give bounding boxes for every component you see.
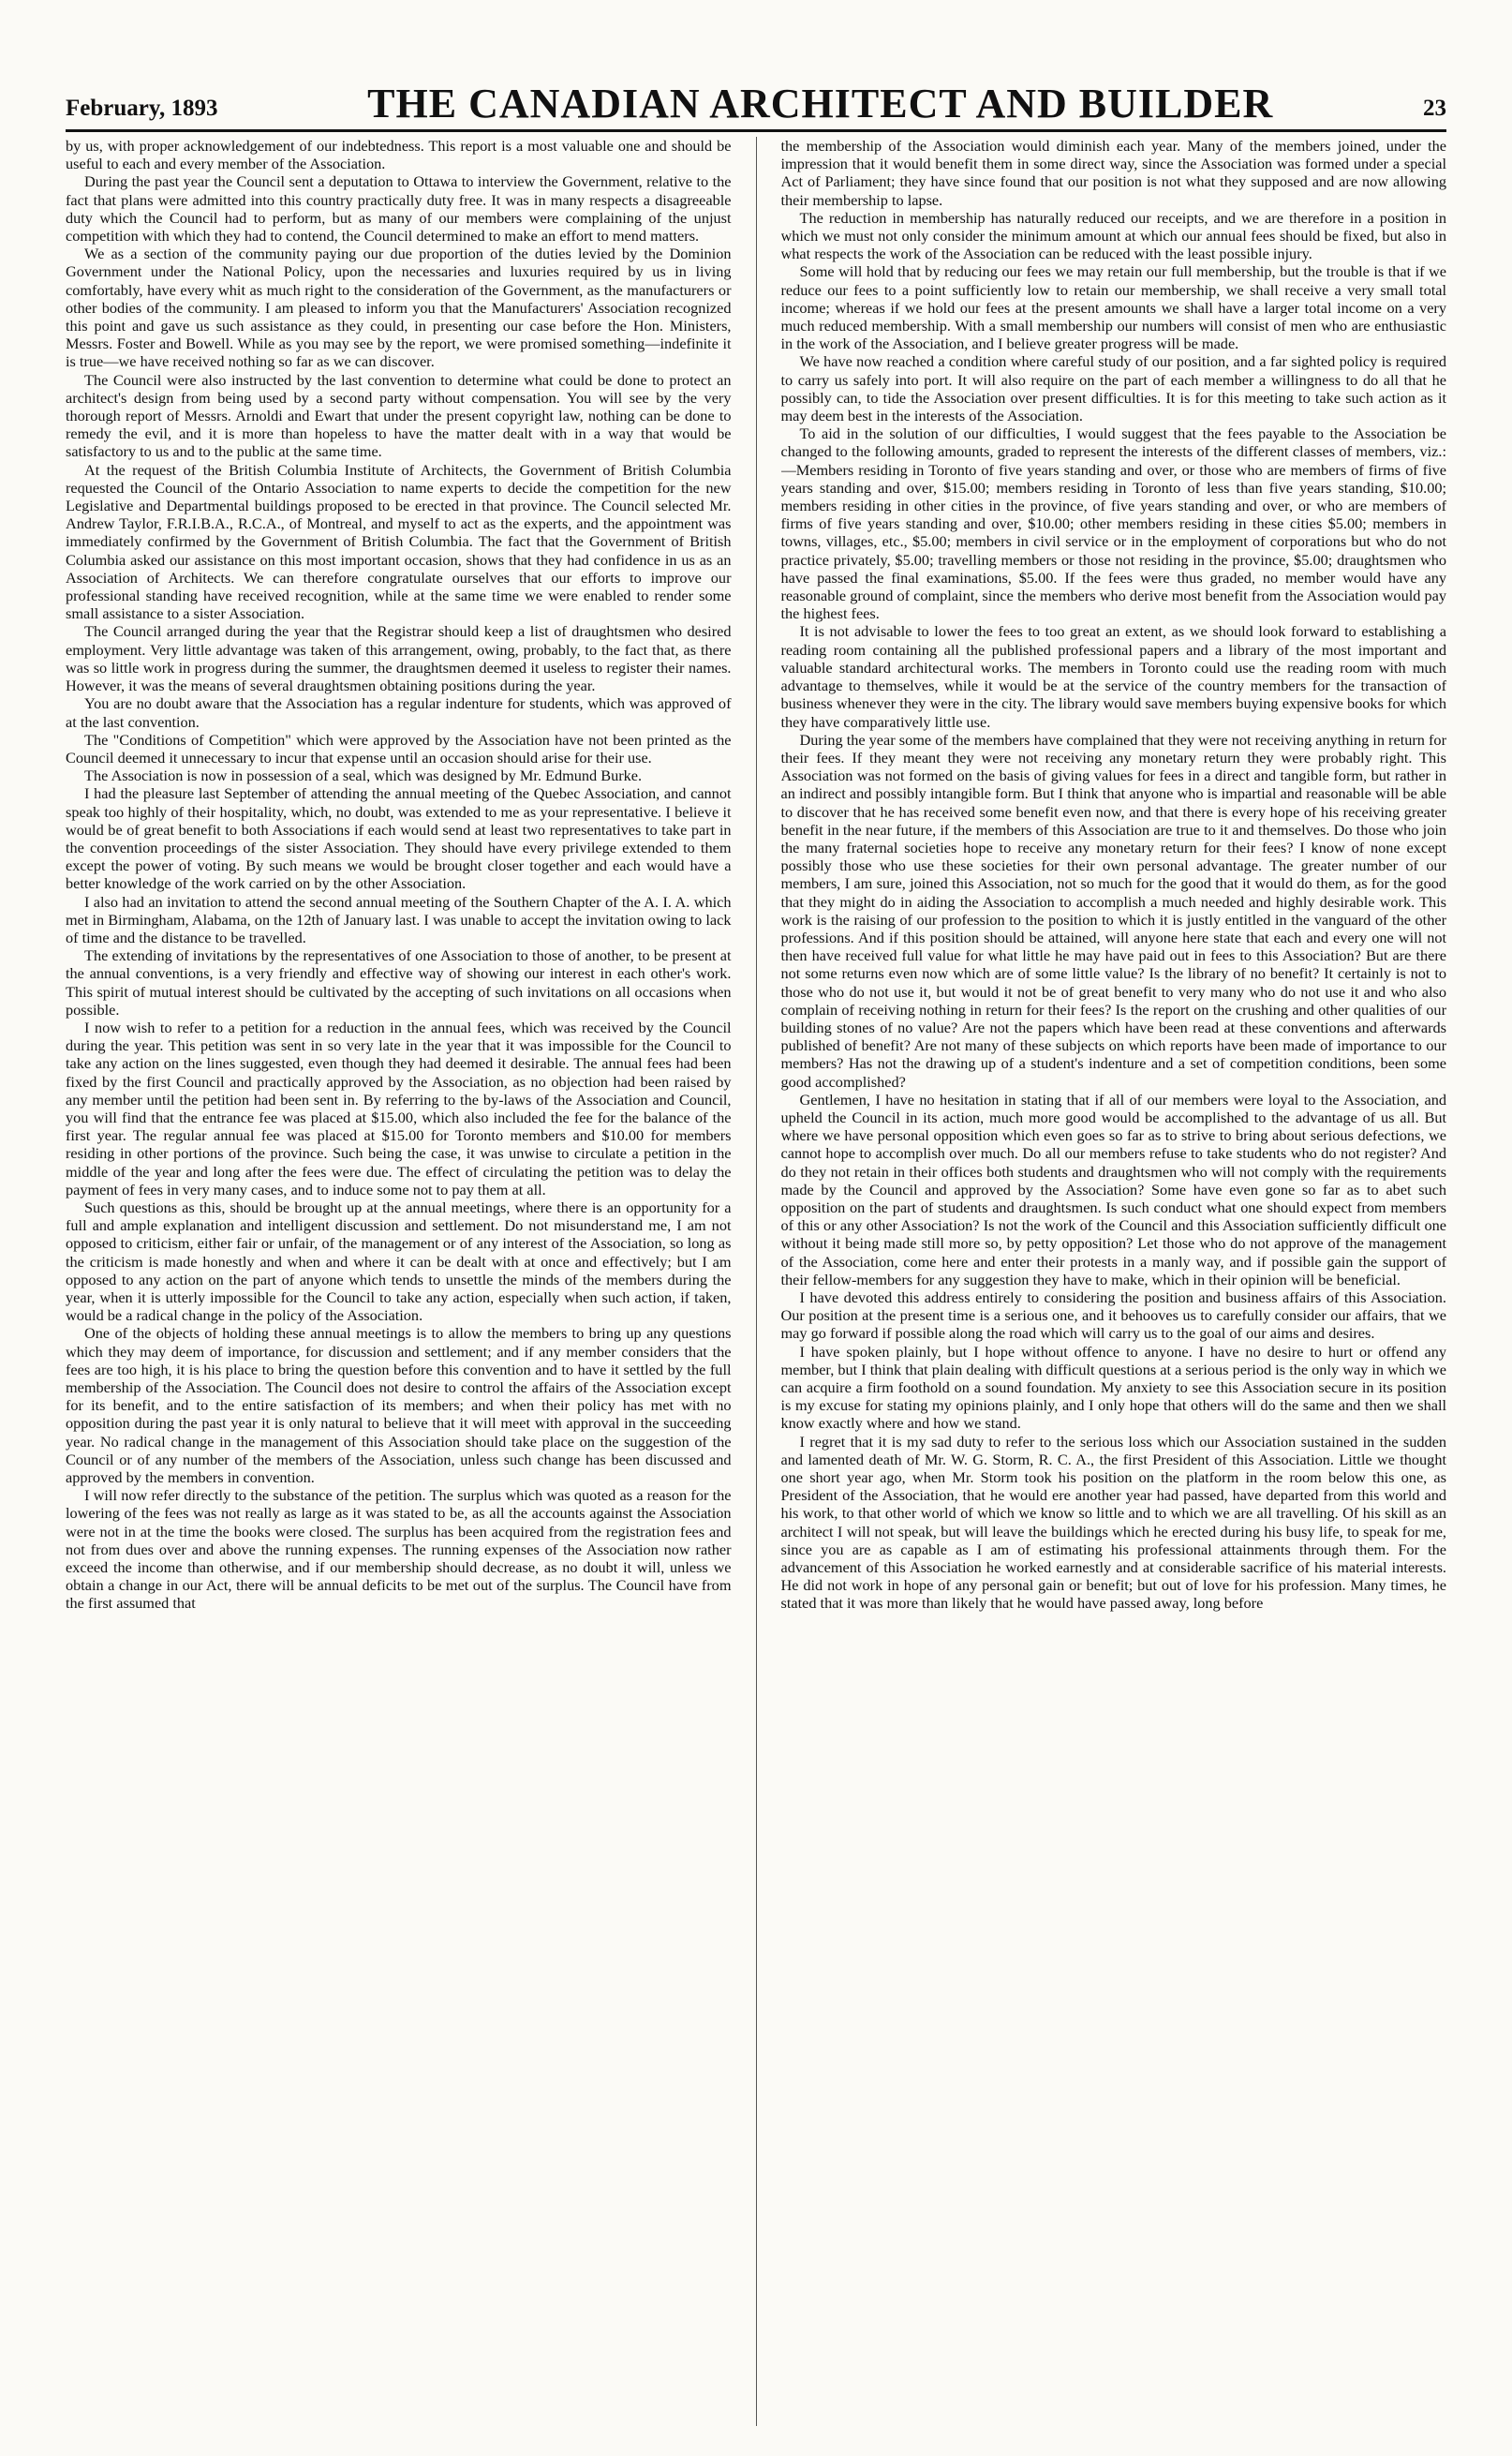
paragraph: by us, with proper acknowledgement of our indebtedness. This report is a most valuable one and should be useful to each and every member of the Association. xyxy=(66,137,732,173)
paragraph: The Association is now in possession of a seal, which was designed by Mr. Edmund Burke. xyxy=(84,767,643,785)
right-column xyxy=(781,137,1447,2426)
paragraph: Gentlemen, I have no hesitation in stating that if all of our members were loyal to the Association, and upheld the Council in its action, much more good would be accomplished to the advantage of us all. But where we have personal opposition which even goes so far as to strive to bring about serious defections, we cannot hope to accomplish over much. Do all our members refuse to take students who do not register? And do they not retain in their offices both students and draughtsmen who will not comply with the requirements made by the Council and approved by the Association? Some have even gone so far as to abet such opposition on the part of students and draughtsmen. Is such conduct what one should expect from members of this or any other Association? Is not the work of the Council and this Association sufficiently difficult one without it being made still more so, by petty opposition? Let those who do not approve of the management of the Association, come here and enter their protests in a manly way, and if possible gain the support of their fellow-members for any suggestion they have to make, which in their opinion will be beneficial. xyxy=(780,1090,1446,1288)
paragraph: You are no doubt aware that the Association has a regular indenture for students, which was approved of at the last convention. xyxy=(66,694,732,731)
paragraph: We have now reached a condition where careful study of our position, and a far sighted policy is required to carry us safely into port. It will also require on the part of each member a willingness to do all that he possibly can, to tide the Association over present difficulties. It is for this meeting to take such action as it may deem best in the interests of the Association. xyxy=(780,352,1446,425)
paragraph: We as a section of the community paying our due proportion of the duties levied by the Dominion Government under the National Policy, upon the necessaries and luxuries required by us in living comfortably, have every whit as much right to the consideration of the Government, as the manufacturers or other bodies of the community. I am pleased to inform you that the Manufacturers' Association recognized this point and gave us such assistance as they could, in presenting our case before the Hon. Ministers, Messrs. Foster and Bowell. While as you may see by the report, we were promised something—indefinite it is true—we have received nothing so far as we can discover. xyxy=(66,245,732,371)
paragraph: During the year some of the members have complained that they were not receiving anything in return for their fees. If they meant they were not receiving any monetary return they were probably right. This Association was not formed on the basis of giving values for fees in a direct and tangible form, but rather in an indirect and possibly intangible form. But I think that anyone who is impartial and reasonable will be able to discover that he has received some benefit even now, and that there is every hope of his receiving greater benefit in the near future, if the members of this Association are true to it and themselves. Do those who join the many fraternal societies hope to receive any monetary return for their fees? I know of none except possibly those who use these societies for their own personal advantage. The greater number of our members, I am sure, joined this Association, not so much for the good that it would do them, as for the good that they might do in aiding the Association to accomplish a much needed and highly desirable work. This work is the raising of our profession to the position to which it is justly entitled in the vanguard of the other professions. And if this position should be attained, will anyone here state that each and every one will not then have received full value for what little he may have paid out in fees to this Association? But are there not some returns even now which are of some little value? Is the library of no benefit? It certainly is not to those who do not use it, but would it not be of great benefit to very many who do not use it and who also complain of receiving nothing in return for their fees? Is the report on the crushing and other qualities of our building stones of no value? Are not the papers which have been read at these conventions and afterwards published of benefit? Are not many of these subjects on which reports have been made of importance to our members? Has not the drawing up of a student's indenture and a set of competition conditions, been some good accomplished? xyxy=(780,730,1446,1091)
text-columns xyxy=(66,137,1446,2426)
paragraph: The reduction in membership has naturally reduced our receipts, and we are therefore in a position in which we must not only consider the minimum amount at which our annual fees should be fixed, but also in what respects the work of the Association can be reduced with the least possible injury. xyxy=(780,208,1446,263)
paragraph: It is not advisable to lower the fees to too great an extent, as we should look forward to establishing a reading room containing all the published professional papers and a library of the most important and valuable standard architectural works. The members in Toronto could use the reading room with much advantage to themselves, while it would be at the service of the country members for the transaction of business whenever they were in the city. The library would save members buying expensive books for which they have comparatively little use. xyxy=(780,622,1446,731)
paragraph: To aid in the solution of our difficulties, I would suggest that the fees payable to the Association be changed to the following amounts, graded to represent the interests of the different classes of members, viz.:—Members residing in Toronto of five years standing and over, or those who are members of firms of five years standing and over, $15.00; members residing in Toronto of less than five years standing, $10.00; members residing in other cities in the province, of five years standing and over, or who are members of firms of five years standing and over, $10.00; other members residing in these cities $5.00; members in towns, villages, etc., $5.00; members in civil service or in the employment of corporations but who do not practice privately, $5.00; travelling members or those not residing in the province, $5.00; draughtsmen who have passed the final examinations, $5.00. If the fees were thus graded, no member would have any reasonable ground of complaint, since the members who derive most benefit from the Association would pay the highest fees. xyxy=(780,424,1446,623)
paragraph: I have devoted this address entirely to considering the position and business affairs of this Association. Our position at the present time is a serious one, and it behooves us to carefully consider our affairs, that we may go forward if possible along the road which will carry us to the goal of our aims and desires. xyxy=(780,1288,1446,1343)
paragraph: The extending of invitations by the representatives of one Association to those of another, to be present at the annual conventions, is a very friendly and effective way of showing our interest in each other's work. This spirit of mutual interest should be cultivated by the accepting of such invitations on all occasions when possible. xyxy=(66,946,732,1019)
page-header xyxy=(66,73,1446,132)
paragraph: I will now refer directly to the substance of the petition. The surplus which was quoted as a reason for the lowering of the fees was not really as large as it was stated to be, as all the accounts against the Association were not in at the time the books were closed. The surplus has been acquired from the registration fees and not from dues over and above the running expenses. The running expenses of the Association now rather exceed the income than otherwise, and if our membership should decrease, as no doubt it will, unless we obtain a change in our Act, there will be annual deficits to be met out of the surplus. The Council have from the first assumed that xyxy=(66,1486,732,1613)
paragraph: I had the pleasure last September of attending the annual meeting of the Quebec Association, and cannot speak too highly of their hospitality, which, no doubt, was extended to me as your representative. I believe it would be of great benefit to both Associations if each would send at least two representatives to take part in the convention proceedings of the sister Association. They should have every privilege extended to them except the power of voting. By such means we would be brought closer together and each would have a better knowledge of the work carried on by the other Association. xyxy=(66,784,732,893)
left-column xyxy=(66,137,732,2426)
paragraph: I also had an invitation to attend the second annual meeting of the Southern Chapter of the A. I. A. which met in Birmingham, Alabama, on the 12th of January last. I was unable to accept the invitation owing to lack of time and the distance to be travelled. xyxy=(66,892,732,946)
paragraph: the membership of the Association would diminish each year. Many of the members joined, under the impression that it would benefit them in some direct way, since the Association was formed under a special Act of Parliament; they have since found that our position is not what they supposed and are now allowing their membership to lapse. xyxy=(780,137,1446,209)
column-divider xyxy=(756,137,757,2426)
paragraph: At the request of the British Columbia Institute of Architects, the Government of British Columbia requested the Council of the Ontario Association to name experts to decide the competition for the new Legislative and Departmental buildings proposed to be erected in that province. The Council selected Mr. Andrew Taylor, F.R.I.B.A., R.C.A., of Montreal, and myself to act as the experts, and the appointment was immediately confirmed by the Government of British Columbia. The fact that the Government of British Columbia asked our assistance on this most important occasion, shows that they had confidence in us as an Association of Architects. We can therefore congratulate ourselves that our efforts to improve our professional standing have received recognition, while at the same time we were enabled to render some small assistance to a sister Association. xyxy=(66,460,732,623)
paragraph: I now wish to refer to a petition for a reduction in the annual fees, which was received by the Council during the year. This petition was sent in so very late in the year that it was impossible for the Council to take any action on the lines suggested, even though they had deemed it desirable. The annual fees had been fixed by the first Council and practically approved by the Association, as no objection had been raised by any member until the petition had been sent in. By referring to the by-laws of the Association and Council, you will find that the entrance fee was placed at $15.00, which also included the fee for the balance of the first year. The regular annual fee was placed at $15.00 for Toronto members and $10.00 for members residing in other portions of the province. Such being the case, it was unwise to circulate a petition in the middle of the year and long after the fees were due. The effect of circulating the petition was to delay the payment of fees in very many cases, and to induce some not to pay them at all. xyxy=(66,1018,732,1198)
paragraph: I regret that it is my sad duty to refer to the serious loss which our Association sustained in the sudden and lamented death of Mr. W. G. Storm, R. C. A., the first President of this Association. Little we thought one short year ago, when Mr. Storm took his position on the platform in the room below this one, as President of the Association, that he would ere another year had passed, have departed from this world and his work, to that other world of which we know so little and to which we are all travelling. Of his skill as an architect I will not speak, but will leave the buildings which he erected during his busy life, to speak for me, since you are as capable as I am of estimating his professional attainments through them. For the advancement of this Association he worked earnestly and at considerable sacrifice of his material interests. He did not work in hope of any personal gain or benefit; but out of love for his profession. Many times, he stated that it was more than likely that he would have passed away, long before xyxy=(780,1432,1446,1613)
paragraph: I have spoken plainly, but I hope without offence to anyone. I have no desire to hurt or offend any member, but I think that plain dealing with difficult questions at a serious period is the only way in which we can acquire a firm foothold on a sound foundation. My anxiety to see this Association secure in its position is my excuse for stating my opinions plainly, and I only hope that others will do the same and then we shall know exactly where and how we stand. xyxy=(780,1342,1446,1433)
issue-date: February, 1893 xyxy=(66,96,218,121)
paragraph: The Council arranged during the year that the Registrar should keep a list of draughtsmen who desired employment. Very little advantage was taken of this arrangement, owing, probably, to the fact that, as there was so little work in progress during the summer, the draughtsmen deemed it useless to register their names. However, it was the means of several draughtsmen obtaining positions during the year. xyxy=(66,622,732,695)
paragraph: The Council were also instructed by the last convention to determine what could be done to protect an architect's design from being used by a second party without compensation. You will see by the very thorough report of Messrs. Arnoldi and Ewart that under the present copyright law, nothing can be done to remedy the evil, and it is more than hopeless to have the matter dealt with in a way that would be satisfactory to us and to the public at the same time. xyxy=(66,370,732,461)
paragraph: Some will hold that by reducing our fees we may retain our full membership, but the trouble is that if we reduce our fees to a point sufficiently low to retain our membership, we shall receive a very small total income; whereas if we hold our fees at the present amounts we shall have a larger total income on a very much reduced membership. With a small membership our numbers will consist of men who are enthusiastic in the work of the Association, and I believe greater progress will be made. xyxy=(780,262,1446,353)
paragraph: During the past year the Council sent a deputation to Ottawa to interview the Government, relative to the fact that plans were admitted into this country practically duty free. It was in many respects a disagreeable duty which the Council had to perform, but as many of our members were complaining of the unjust competition with which they had to contend, the Council determined to make an effort to mend matters. xyxy=(66,172,732,246)
paragraph: Such questions as this, should be brought up at the annual meetings, where there is an opportunity for a full and ample explanation and intelligent discussion and settlement. Do not misunderstand me, I am not opposed to criticism, either fair or unfair, of the management or of any interest of the Association, so long as the criticism is made honestly and when and where it can be dealt with at once and effectively; but I am opposed to any action on the part of anyone which tends to unsettle the minds of the members during the year, when it is utterly impossible for the Council to take any action, especially when such action, if taken, would be a radical change in the policy of the Association. xyxy=(66,1198,732,1325)
publication-title: THE CANADIAN ARCHITECT AND BUILDER xyxy=(367,81,1274,127)
paragraph: The "Conditions of Competition" which were approved by the Association have not been printed as the Council deemed it unnecessary to incur that expense until an occasion should arise for their use. xyxy=(66,730,732,767)
page-number: 23 xyxy=(1422,96,1446,121)
paragraph: One of the objects of holding these annual meetings is to allow the members to bring up any questions which they may deem of importance, for discussion and settlement; and if any member considers that the fees are too high, it is his place to bring the question before this convention and to have it settled by the full membership of the Association. The Council does not desire to control the affairs of the Association except for its benefit, and to the entire satisfaction of its members; and when their policy has met with no opposition during the past year it is only natural to believe that it will meet with approval in the succeeding year. No radical change in the management of this Association should take place on the suggestion of the Council or of any number of the members of the Association, unless such change has been discussed and approved by the members in convention. xyxy=(66,1324,732,1487)
